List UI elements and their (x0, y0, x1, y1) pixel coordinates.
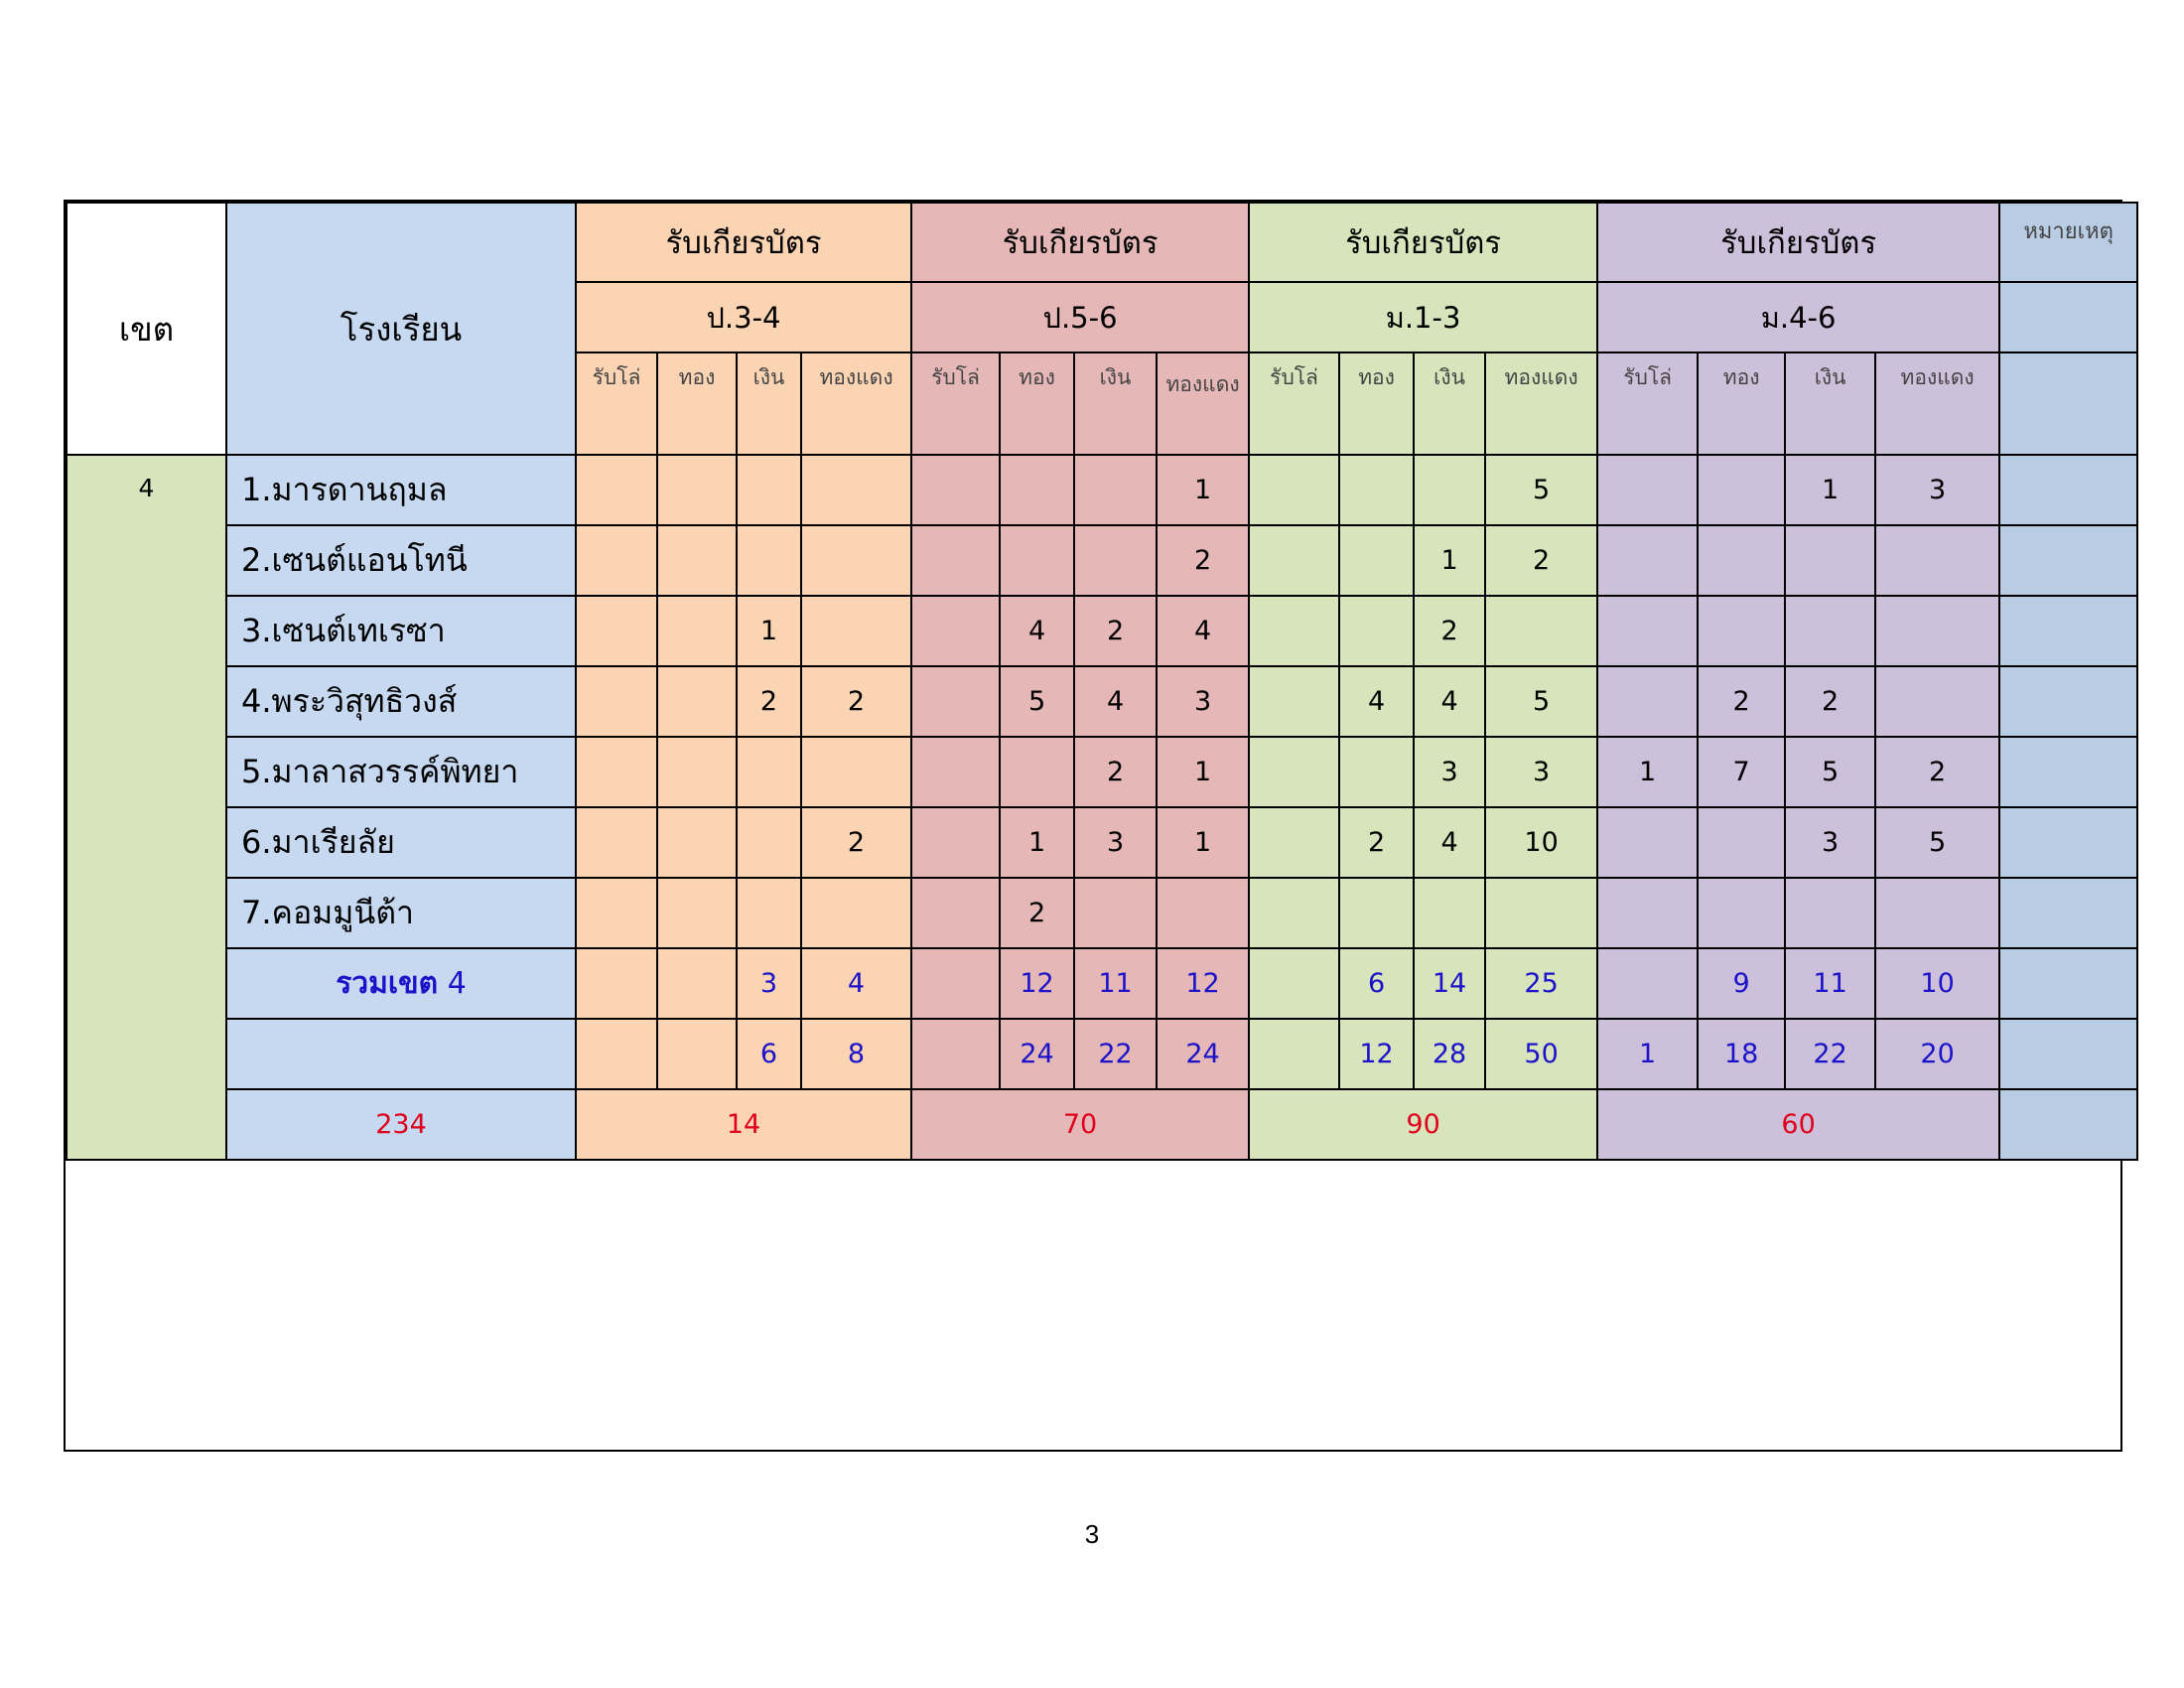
count-cell (1698, 807, 1785, 878)
count-cell: 5 (1485, 455, 1597, 525)
count-cell (1785, 878, 1875, 948)
school-header: โรงเรียน (226, 203, 576, 455)
zone-header: เขต (67, 203, 226, 455)
medal-header-m46-3: เงิน (1785, 352, 1875, 455)
count-cell (1000, 455, 1074, 525)
count-cell: 2 (1785, 666, 1875, 737)
count-cell (801, 455, 911, 525)
count-cell: 4 (1339, 666, 1414, 737)
doubled-cell: 22 (1785, 1019, 1875, 1089)
count-cell: 3 (1074, 807, 1157, 878)
summary-cell (576, 948, 657, 1019)
table-row (67, 666, 2137, 737)
summary-cell: 4 (801, 948, 911, 1019)
count-cell: 2 (1157, 525, 1249, 596)
count-cell (737, 525, 801, 596)
count-cell: 3 (1785, 807, 1875, 878)
count-cell (657, 737, 737, 807)
zone-cell: 4 (67, 455, 226, 1160)
medal-header-m13-2: ทอง (1339, 352, 1414, 455)
note-cell (1999, 807, 2137, 878)
count-cell: 2 (1414, 596, 1485, 666)
count-cell: 2 (1074, 596, 1157, 666)
count-cell (1339, 525, 1414, 596)
medal-header-p34-1: รับโล่ (576, 352, 657, 455)
count-cell (1339, 596, 1414, 666)
report-frame (64, 200, 2122, 1452)
count-cell (1698, 596, 1785, 666)
count-cell (1074, 878, 1157, 948)
count-cell: 1 (1597, 737, 1698, 807)
blank-school-cell (226, 1019, 576, 1089)
table-row (67, 737, 2137, 807)
school-name: 4.พระวิสุทธิวงส์ (226, 666, 576, 737)
medal-header-m13-3: เงิน (1414, 352, 1485, 455)
totals-row (67, 1089, 2137, 1160)
count-cell: 5 (1000, 666, 1074, 737)
count-cell: 2 (801, 807, 911, 878)
count-cell (1339, 455, 1414, 525)
count-cell (1485, 878, 1597, 948)
doubled-cell: 20 (1875, 1019, 1999, 1089)
count-cell: 2 (801, 666, 911, 737)
count-cell (576, 737, 657, 807)
count-cell (1249, 596, 1339, 666)
summary-cell: 12 (1000, 948, 1074, 1019)
count-cell (1597, 596, 1698, 666)
table-row (67, 596, 2137, 666)
summary-row (67, 948, 2137, 1019)
count-cell (1875, 666, 1999, 737)
count-cell (737, 878, 801, 948)
group-total-p34: 14 (576, 1089, 911, 1160)
doubled-cell: 24 (1000, 1019, 1074, 1089)
count-cell (911, 878, 1000, 948)
count-cell (1597, 455, 1698, 525)
medal-header-p56-3: เงิน (1074, 352, 1157, 455)
count-cell: 5 (1875, 807, 1999, 878)
medal-header-p34-4: ทองแดง (801, 352, 911, 455)
doubled-cell: 8 (801, 1019, 911, 1089)
medal-header-m46-2: ทอง (1698, 352, 1785, 455)
count-cell: 2 (1000, 878, 1074, 948)
school-name: 5.มาลาสวรรค์พิทยา (226, 737, 576, 807)
count-cell: 4 (1157, 596, 1249, 666)
summary-cell (1597, 948, 1698, 1019)
count-cell: 4 (1074, 666, 1157, 737)
count-cell (1597, 878, 1698, 948)
table-row (67, 525, 2137, 596)
count-cell (1698, 878, 1785, 948)
count-cell (911, 596, 1000, 666)
doubled-cell: 18 (1698, 1019, 1785, 1089)
doubled-cell: 22 (1074, 1019, 1157, 1089)
summary-cell: 6 (1339, 948, 1414, 1019)
group-title-p34: รับเกียรบัตร (576, 203, 911, 282)
count-cell (657, 807, 737, 878)
medal-header-p56-4: ทองแดง (1157, 352, 1249, 455)
summary-cell: 14 (1414, 948, 1485, 1019)
summary-cell (1249, 948, 1339, 1019)
count-cell (657, 878, 737, 948)
summary-cell: 11 (1785, 948, 1875, 1019)
note-cell (1999, 282, 2137, 352)
group-title-m13: รับเกียรบัตร (1249, 203, 1597, 282)
school-name: 6.มาเรียลัย (226, 807, 576, 878)
count-cell: 7 (1698, 737, 1785, 807)
summary-cell: 10 (1875, 948, 1999, 1019)
count-cell (911, 525, 1000, 596)
note-cell (1999, 455, 2137, 525)
count-cell (1597, 666, 1698, 737)
count-cell (1249, 807, 1339, 878)
count-cell (1698, 525, 1785, 596)
count-cell: 4 (1414, 666, 1485, 737)
table-row (67, 455, 2137, 525)
school-name: 7.คอมมูนีต้า (226, 878, 576, 948)
doubled-cell: 28 (1414, 1019, 1485, 1089)
count-cell (1414, 455, 1485, 525)
count-cell (576, 878, 657, 948)
count-cell (657, 455, 737, 525)
count-cell: 2 (1875, 737, 1999, 807)
count-cell: 2 (1485, 525, 1597, 596)
summary-label-text: รวมเขต (336, 966, 439, 1001)
count-cell: 5 (1785, 737, 1875, 807)
count-cell: 1 (1000, 807, 1074, 878)
count-cell (657, 596, 737, 666)
count-cell (737, 807, 801, 878)
count-cell (1875, 525, 1999, 596)
note-cell (1999, 948, 2137, 1019)
count-cell: 4 (1000, 596, 1074, 666)
count-cell (801, 737, 911, 807)
count-cell (657, 525, 737, 596)
count-cell: 3 (1157, 666, 1249, 737)
count-cell (657, 666, 737, 737)
count-cell (1249, 878, 1339, 948)
summary-cell (657, 948, 737, 1019)
count-cell (1249, 737, 1339, 807)
school-name: 3.เซนต์เทเรซา (226, 596, 576, 666)
summary-cell: 3 (737, 948, 801, 1019)
count-cell: 5 (1485, 666, 1597, 737)
medal-header-p34-2: ทอง (657, 352, 737, 455)
count-cell (1875, 596, 1999, 666)
medal-header-p34-3: เงิน (737, 352, 801, 455)
count-cell: 4 (1414, 807, 1485, 878)
count-cell: 2 (1698, 666, 1785, 737)
count-cell (911, 455, 1000, 525)
level-m46: ม.4-6 (1597, 282, 1999, 352)
summary-label-zone: 4 (438, 966, 467, 1001)
count-cell (801, 596, 911, 666)
note-cell (1999, 666, 2137, 737)
doubled-cell: 24 (1157, 1019, 1249, 1089)
summary-label (226, 948, 576, 1019)
level-p56: ป.5-6 (911, 282, 1249, 352)
count-cell (1339, 878, 1414, 948)
group-total-p56: 70 (911, 1089, 1249, 1160)
doubled-cell: 50 (1485, 1019, 1597, 1089)
summary-cell: 9 (1698, 948, 1785, 1019)
count-cell (576, 455, 657, 525)
doubled-row (67, 1019, 2137, 1089)
count-cell: 1 (1157, 737, 1249, 807)
count-cell (576, 596, 657, 666)
count-cell (801, 525, 911, 596)
note-cell (1999, 525, 2137, 596)
group-title-p56: รับเกียรบัตร (911, 203, 1249, 282)
note-cell (1999, 1089, 2137, 1160)
level-m13: ม.1-3 (1249, 282, 1597, 352)
awards-table (66, 202, 2138, 1161)
count-cell: 1 (737, 596, 801, 666)
count-cell (737, 737, 801, 807)
count-cell (1249, 525, 1339, 596)
table-row (67, 878, 2137, 948)
count-cell (1000, 525, 1074, 596)
summary-cell: 11 (1074, 948, 1157, 1019)
count-cell: 3 (1414, 737, 1485, 807)
count-cell: 3 (1875, 455, 1999, 525)
count-cell (911, 737, 1000, 807)
note-header: หมายเหตุ (1999, 203, 2137, 282)
count-cell (1000, 737, 1074, 807)
medal-header-m46-4: ทองแดง (1875, 352, 1999, 455)
count-cell (1249, 455, 1339, 525)
group-total-m46: 60 (1597, 1089, 1999, 1160)
count-cell: 3 (1485, 737, 1597, 807)
note-cell (1999, 878, 2137, 948)
count-cell (911, 666, 1000, 737)
count-cell: 1 (1785, 455, 1875, 525)
school-name: 2.เซนต์แอนโทนี (226, 525, 576, 596)
medal-header-m13-1: รับโล่ (1249, 352, 1339, 455)
count-cell (801, 878, 911, 948)
page-number: 3 (1084, 1519, 1100, 1549)
count-cell (1074, 525, 1157, 596)
count-cell (911, 807, 1000, 878)
count-cell (1157, 878, 1249, 948)
group-title-m46: รับเกียรบัตร (1597, 203, 1999, 282)
doubled-cell (911, 1019, 1000, 1089)
medal-header-p56-1: รับโล่ (911, 352, 1000, 455)
medal-header-m13-4: ทองแดง (1485, 352, 1597, 455)
count-cell (1339, 737, 1414, 807)
count-cell (576, 807, 657, 878)
count-cell: 2 (737, 666, 801, 737)
count-cell (1597, 807, 1698, 878)
note-cell (1999, 1019, 2137, 1089)
count-cell: 10 (1485, 807, 1597, 878)
doubled-cell (1249, 1019, 1339, 1089)
count-cell (737, 455, 801, 525)
group-total-m13: 90 (1249, 1089, 1597, 1160)
summary-cell: 25 (1485, 948, 1597, 1019)
count-cell (1785, 525, 1875, 596)
count-cell (1875, 878, 1999, 948)
count-cell (1485, 596, 1597, 666)
medal-header-p56-2: ทอง (1000, 352, 1074, 455)
count-cell (1785, 596, 1875, 666)
grand-total: 234 (226, 1089, 576, 1160)
count-cell (576, 666, 657, 737)
table-row (67, 807, 2137, 878)
note-cell (1999, 596, 2137, 666)
doubled-cell: 6 (737, 1019, 801, 1089)
doubled-cell (576, 1019, 657, 1089)
count-cell (1074, 455, 1157, 525)
level-p34: ป.3-4 (576, 282, 911, 352)
medal-header-m46-1: รับโล่ (1597, 352, 1698, 455)
count-cell (1597, 525, 1698, 596)
count-cell: 2 (1074, 737, 1157, 807)
count-cell (1698, 455, 1785, 525)
count-cell (1414, 878, 1485, 948)
count-cell: 1 (1157, 455, 1249, 525)
count-cell (1249, 666, 1339, 737)
doubled-cell: 1 (1597, 1019, 1698, 1089)
count-cell: 1 (1157, 807, 1249, 878)
doubled-cell (657, 1019, 737, 1089)
count-cell (576, 525, 657, 596)
summary-cell (911, 948, 1000, 1019)
doubled-cell: 12 (1339, 1019, 1414, 1089)
note-cell (1999, 737, 2137, 807)
school-name: 1.มารดานฤมล (226, 455, 576, 525)
summary-cell: 12 (1157, 948, 1249, 1019)
count-cell: 1 (1414, 525, 1485, 596)
note-cell (1999, 352, 2137, 455)
count-cell: 2 (1339, 807, 1414, 878)
